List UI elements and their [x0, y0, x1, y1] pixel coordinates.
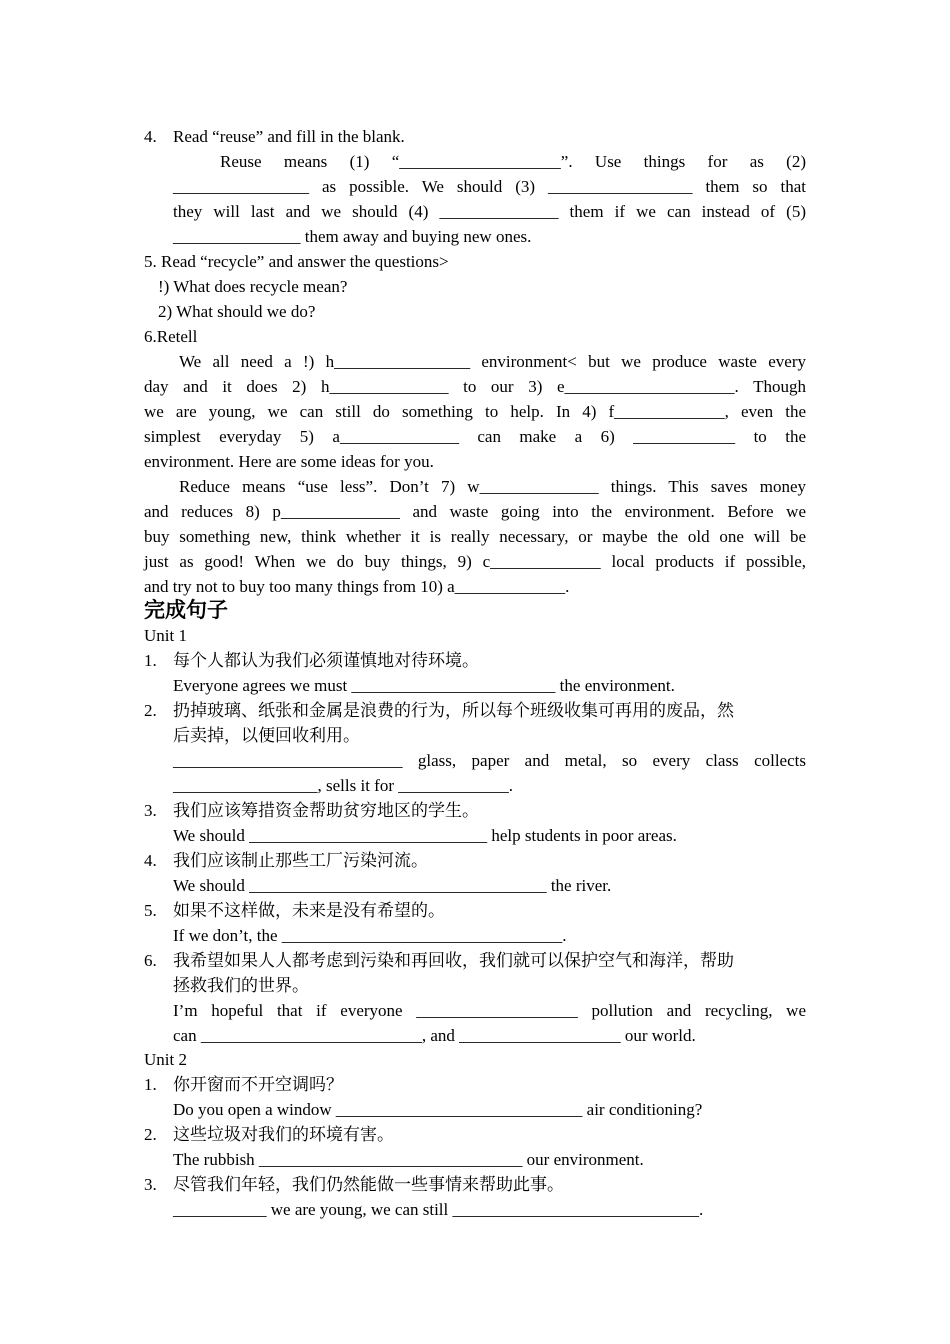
q5-item: 2) What should we do?	[158, 302, 316, 321]
unit1-item-number: 1.	[144, 651, 157, 670]
unit1-item-line: We should ____________________________ help students in poor areas.	[173, 826, 677, 845]
q6-line: just as good! When we do buy things, 9) c_____________ local products if possible,	[144, 552, 806, 571]
unit1-item-number: 2.	[144, 701, 157, 720]
q6-line: and reduces 8) p______________ and waste going into the environment. Before we	[144, 502, 806, 521]
q4-number: 4.	[144, 127, 157, 146]
unit2-item-number: 1.	[144, 1075, 157, 1094]
unit2-item-line: ___________ we are young, we can still _____________________________.	[173, 1200, 704, 1219]
q5-title: 5. Read “recycle” and answer the questions>	[144, 252, 449, 271]
q4-line: _______________ them away and buying new ones.	[173, 227, 532, 246]
unit1-label: Unit 1	[144, 626, 187, 645]
q4-line: they will last and we should (4) ______________ them if we can instead of (5)	[173, 202, 806, 221]
unit1-item-line: 拯救我们的世界。	[173, 976, 309, 995]
unit1-item-line: 后卖掉，以便回收利用。	[173, 726, 360, 745]
unit1-item-line: 如果不这样做，未来是没有希望的。	[173, 901, 445, 920]
q5-item: !) What does recycle mean?	[158, 277, 348, 296]
q6-line: We all need a !) h________________ environment< but we produce waste every	[179, 352, 806, 371]
unit2-item-line: 这些垃圾对我们的环境有害。	[173, 1125, 394, 1144]
unit2-item-line: 你开窗而不开空调吗？	[173, 1075, 343, 1094]
unit2-item-line: 尽管我们年轻，我们仍然能做一些事情来帮助此事。	[173, 1175, 564, 1194]
unit1-item-line: If we don’t, the _________________________________.	[173, 926, 567, 945]
q6-line: buy something new, think whether it is really necessary, or maybe the old one will be	[144, 527, 806, 546]
unit1-item-line: 扔掉玻璃、纸张和金属是浪费的行为，所以每个班级收集可再用的废品，然	[173, 701, 734, 720]
q4-title: Read “reuse” and fill in the blank.	[173, 127, 405, 146]
q6-line: Reduce means “use less”. Don’t 7) w______________ things. This saves money	[179, 477, 806, 496]
unit1-item-line: _________________, sells it for _____________.	[173, 776, 513, 795]
unit1-item-line: Everyone agrees we must ________________________ the environment.	[173, 676, 675, 695]
q6-line: environment. Here are some ideas for you.	[144, 452, 434, 471]
section-heading: 完成句子	[144, 598, 228, 622]
unit2-item-line: Do you open a window _____________________________ air conditioning?	[173, 1100, 703, 1119]
q6-line: we are young, we can still do something to help. In 4) f_____________, even the	[144, 402, 806, 421]
unit2-item-line: The rubbish _______________________________ our environment.	[173, 1150, 644, 1169]
unit1-item-number: 5.	[144, 901, 157, 920]
unit2-label: Unit 2	[144, 1050, 187, 1069]
unit1-item-line: can __________________________, and ___________________ our world.	[173, 1026, 696, 1045]
unit1-item-line: ___________________________ glass, paper and metal, so every class collects	[173, 751, 806, 770]
unit1-item-number: 4.	[144, 851, 157, 870]
unit1-item-line: We should ___________________________________ the river.	[173, 876, 612, 895]
unit1-item-line: 我希望如果人人都考虑到污染和再回收，我们就可以保护空气和海洋，帮助	[173, 951, 734, 970]
unit2-item-number: 2.	[144, 1125, 157, 1144]
unit1-item-number: 3.	[144, 801, 157, 820]
q6-title: 6.Retell	[144, 327, 198, 346]
q6-line: simplest everyday 5) a______________ can make a 6) ____________ to the	[144, 427, 806, 446]
q6-line: and try not to buy too many things from 10) a_____________.	[144, 577, 570, 596]
q4-line: Reuse means (1) “___________________”. Use things for as (2)	[220, 152, 806, 171]
q6-line: day and it does 2) h______________ to our 3) e____________________. Though	[144, 377, 806, 396]
unit1-item-number: 6.	[144, 951, 157, 970]
unit2-item-number: 3.	[144, 1175, 157, 1194]
unit1-item-line: 每个人都认为我们必须谨慎地对待环境。	[173, 651, 479, 670]
unit1-item-line: 我们应该筹措资金帮助贫穷地区的学生。	[173, 801, 479, 820]
unit1-item-line: I’m hopeful that if everyone ___________________ pollution and recycling, we	[173, 1001, 806, 1020]
q4-line: ________________ as possible. We should (3) _________________ them so that	[173, 177, 806, 196]
unit1-item-line: 我们应该制止那些工厂污染河流。	[173, 851, 428, 870]
